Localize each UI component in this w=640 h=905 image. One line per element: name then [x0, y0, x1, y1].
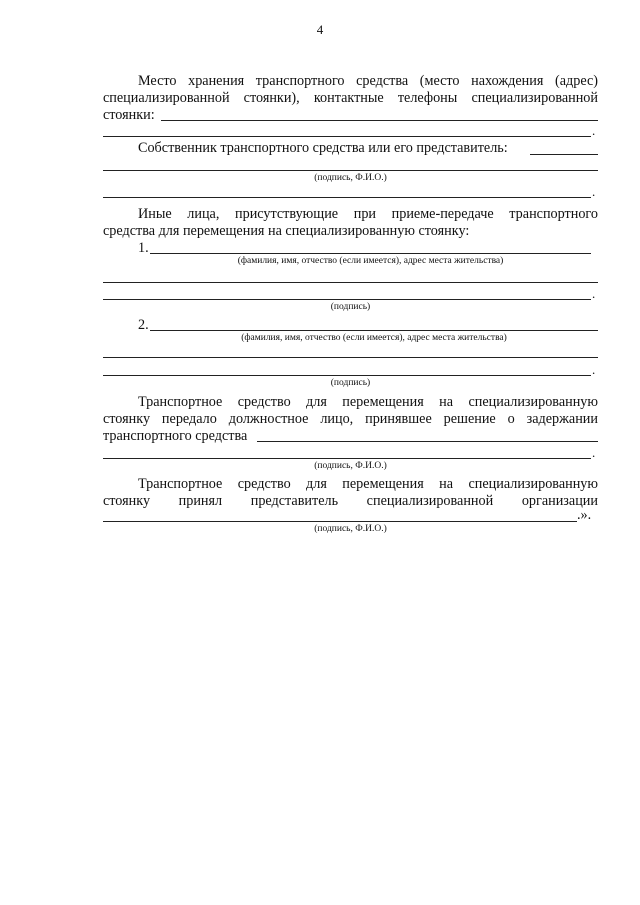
owner-label: Собственник транспортного средства или его представитель: [138, 140, 508, 156]
owner-caption: (подпись, Ф.И.О.) [314, 173, 387, 183]
accepted-end-quote: .». [577, 507, 592, 523]
transferred-text-line3: транспортного средства [103, 428, 248, 444]
storage-fill-line-2 [103, 136, 591, 137]
person1-address-line-2 [103, 299, 591, 300]
others-text-line2: средства для перемещения на специализированную стоянку: [103, 223, 470, 239]
owner-fill-line-1 [530, 154, 598, 155]
transferred-text-line2: стоянку передало должностное лицо, принявшее решение о задержании [103, 411, 598, 427]
person1-caption-name: (фамилия, имя, отчество (если имеется), адрес места жительства) [237, 256, 504, 266]
person2-name-line [150, 330, 598, 331]
accepted-text-line1: Транспортное средство для перемещения на специализированную [138, 476, 598, 492]
transferred-fill-line-2 [103, 458, 591, 459]
accepted-fill-line [103, 521, 577, 522]
person2-address-line-1 [103, 357, 598, 358]
accepted-text-line2: стоянку принял представитель специализированной организации [103, 493, 598, 509]
others-text-line1: Иные лица, присутствующие при приеме-передаче транспортного [138, 206, 598, 222]
owner-fill-line-3 [103, 197, 591, 198]
accepted-caption: (подпись, Ф.И.О.) [314, 524, 387, 534]
person2-address-line-2 [103, 375, 591, 376]
person1-name-line [150, 253, 591, 254]
person2-end-period: . [592, 362, 596, 377]
transferred-caption: (подпись, Ф.И.О.) [314, 461, 387, 471]
transferred-fill-line-1 [257, 441, 598, 442]
person2-caption-name: (фамилия, имя, отчество (если имеется), адрес места жительства) [241, 333, 507, 343]
owner-end-period: . [592, 184, 596, 199]
person1-end-period: . [592, 286, 596, 301]
person1-caption-sign: (подпись) [330, 302, 371, 312]
storage-end-period: . [592, 123, 596, 138]
person2-number: 2. [138, 317, 149, 333]
transferred-text-line1: Транспортное средство для перемещения на специализированную [138, 394, 598, 410]
page-number: 4 [316, 22, 324, 37]
storage-text-line2: специализированной стоянки), контактные телефоны специализированной [103, 90, 598, 106]
storage-fill-line-1 [161, 120, 598, 121]
storage-text-line3: стоянки: [103, 107, 155, 123]
storage-text-line1: Место хранения транспортного средства (место нахождения (адрес) [138, 73, 598, 89]
owner-fill-line-2 [103, 170, 598, 171]
transferred-end-period: . [592, 445, 596, 460]
person1-number: 1. [138, 240, 149, 256]
person1-address-line-1 [103, 282, 598, 283]
person2-caption-sign: (подпись) [330, 378, 371, 388]
